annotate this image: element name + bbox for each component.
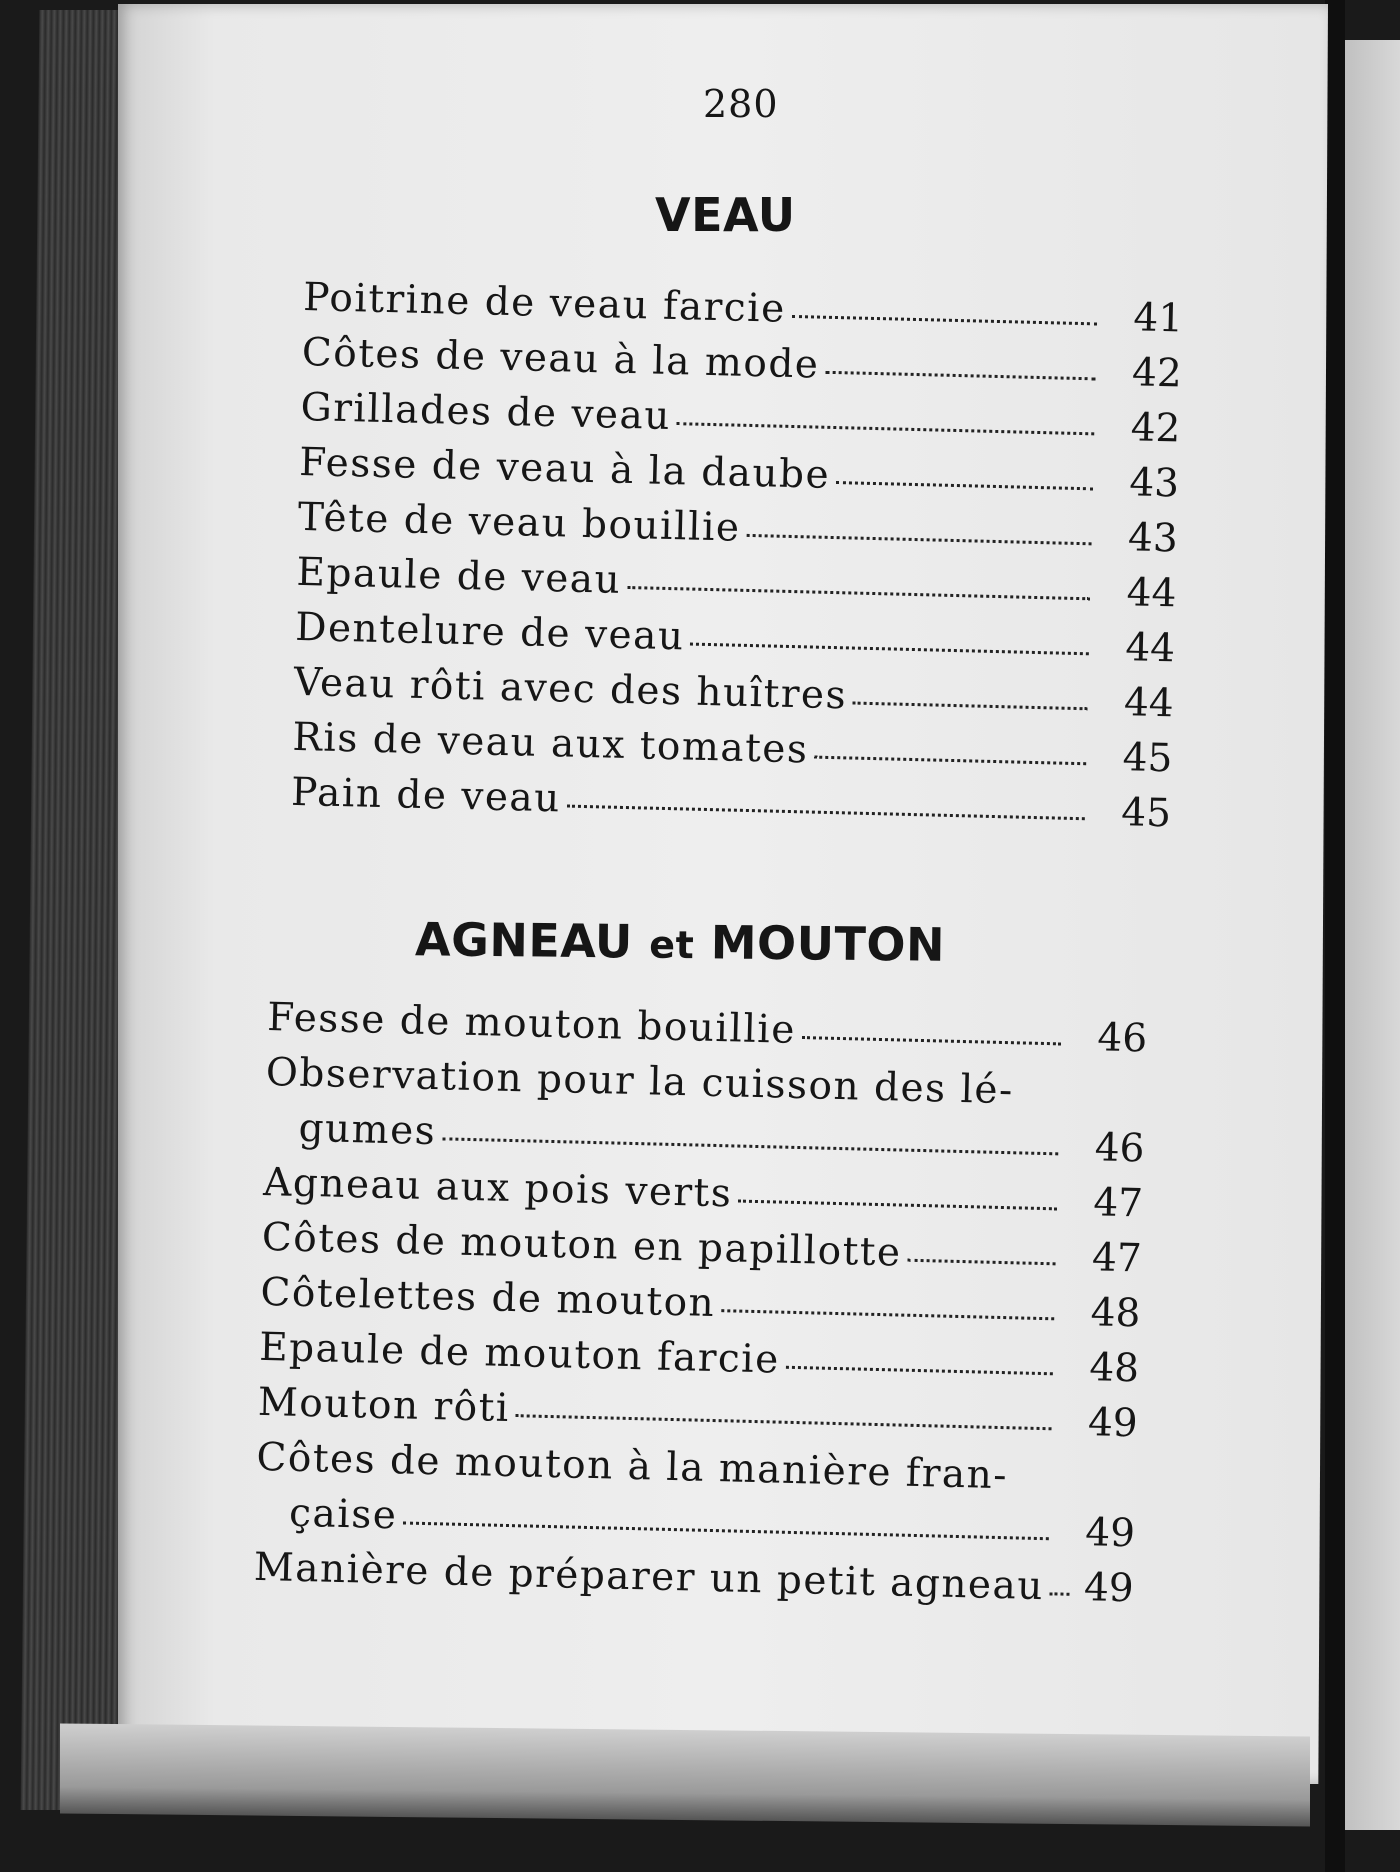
dot-leader: [690, 643, 1089, 656]
dot-leader: [786, 1366, 1053, 1376]
dot-leader: [802, 1036, 1061, 1045]
entry-page: 46: [1094, 1125, 1145, 1172]
entry-label: Fesse de veau à la daube: [298, 439, 831, 498]
toc-entry: [255, 1430, 1137, 1561]
entry-page: 43: [1127, 515, 1179, 562]
dot-leader: [792, 315, 1097, 325]
entry-page: 45: [1120, 790, 1172, 837]
dot-leader: [677, 422, 1095, 435]
entry-label: Dentelure de veau: [294, 604, 686, 660]
entry-page: 49: [1087, 1400, 1139, 1447]
dot-leader: [567, 805, 1085, 821]
entry-page: 44: [1123, 680, 1175, 727]
dot-leader: [721, 1309, 1054, 1320]
entry-page: 47: [1092, 1180, 1144, 1227]
entry-label: Epaule de mouton farcie: [258, 1324, 781, 1383]
entry-label: Agneau aux pois verts: [262, 1159, 733, 1217]
entry-page: 49: [1083, 1565, 1135, 1612]
entry-label: Pain de veau: [290, 769, 562, 822]
entry-label: Côtes de mouton à la manière fran-: [256, 1434, 1009, 1499]
entry-label-cont: çaise: [288, 1490, 398, 1539]
entry-page: 48: [1090, 1290, 1141, 1337]
entry-label: Tête de veau bouillie: [297, 494, 742, 551]
entry-page: 44: [1126, 570, 1177, 617]
dot-leader: [746, 534, 1091, 545]
book-gutter: [1325, 0, 1345, 1872]
dot-leader: [403, 1521, 1049, 1540]
entry-page: 44: [1124, 625, 1176, 672]
entry-label: Côtelettes de mouton: [260, 1269, 716, 1327]
entry-page: 42: [1130, 405, 1181, 452]
dot-leader: [516, 1414, 1052, 1430]
entry-label: Grillades de veau: [300, 384, 672, 440]
entry-label: Mouton rôti: [257, 1379, 511, 1432]
entry-page: 48: [1088, 1345, 1140, 1392]
dot-leader: [1050, 1592, 1070, 1595]
toc-agneau-mouton: [253, 990, 1148, 1616]
entry-label: Ris de veau aux tomates: [292, 714, 809, 773]
section-title-veau: VEAU: [655, 188, 796, 242]
entry-label: Poitrine de veau farcie: [302, 274, 787, 332]
dot-leader: [836, 481, 1093, 490]
entry-page: 43: [1128, 460, 1180, 507]
dot-leader: [853, 702, 1088, 711]
dot-leader: [442, 1137, 1058, 1155]
entry-label: Epaule de veau: [296, 549, 622, 603]
page-content: [118, 0, 1328, 1780]
entry-label: Côtes de veau à la mode: [301, 329, 820, 388]
entry-page: 47: [1091, 1235, 1143, 1282]
entry-page: 45: [1122, 735, 1173, 782]
title-part: MOUTON: [710, 915, 946, 972]
title-part: AGNEAU: [414, 912, 634, 969]
entry-page: 42: [1131, 350, 1183, 397]
toc-veau: [291, 270, 1184, 841]
dot-leader: [825, 371, 1095, 381]
entry-label: Observation pour la cuisson des lé-: [265, 1049, 1015, 1114]
entry-label: Veau rôti avec des huîtres: [293, 659, 848, 719]
entry-page: 41: [1132, 295, 1184, 342]
dot-leader: [814, 756, 1086, 766]
page-number: 280: [703, 82, 779, 126]
entry-label: Manière de préparer un petit agneau: [253, 1544, 1045, 1610]
entry-label-cont: gumes: [298, 1105, 437, 1155]
section-title-agneau-mouton: [415, 912, 946, 972]
entry-label: Côtes de mouton en papillotte: [261, 1214, 903, 1276]
dot-leader: [907, 1259, 1055, 1266]
entry-page: 46: [1096, 1015, 1148, 1062]
entry-label: Fesse de mouton bouillie: [266, 994, 797, 1053]
dot-leader: [627, 586, 1090, 600]
title-part: et: [649, 922, 695, 968]
dot-leader: [738, 1200, 1057, 1211]
entry-page: 49: [1084, 1510, 1136, 1557]
toc-entry: [264, 1045, 1146, 1176]
